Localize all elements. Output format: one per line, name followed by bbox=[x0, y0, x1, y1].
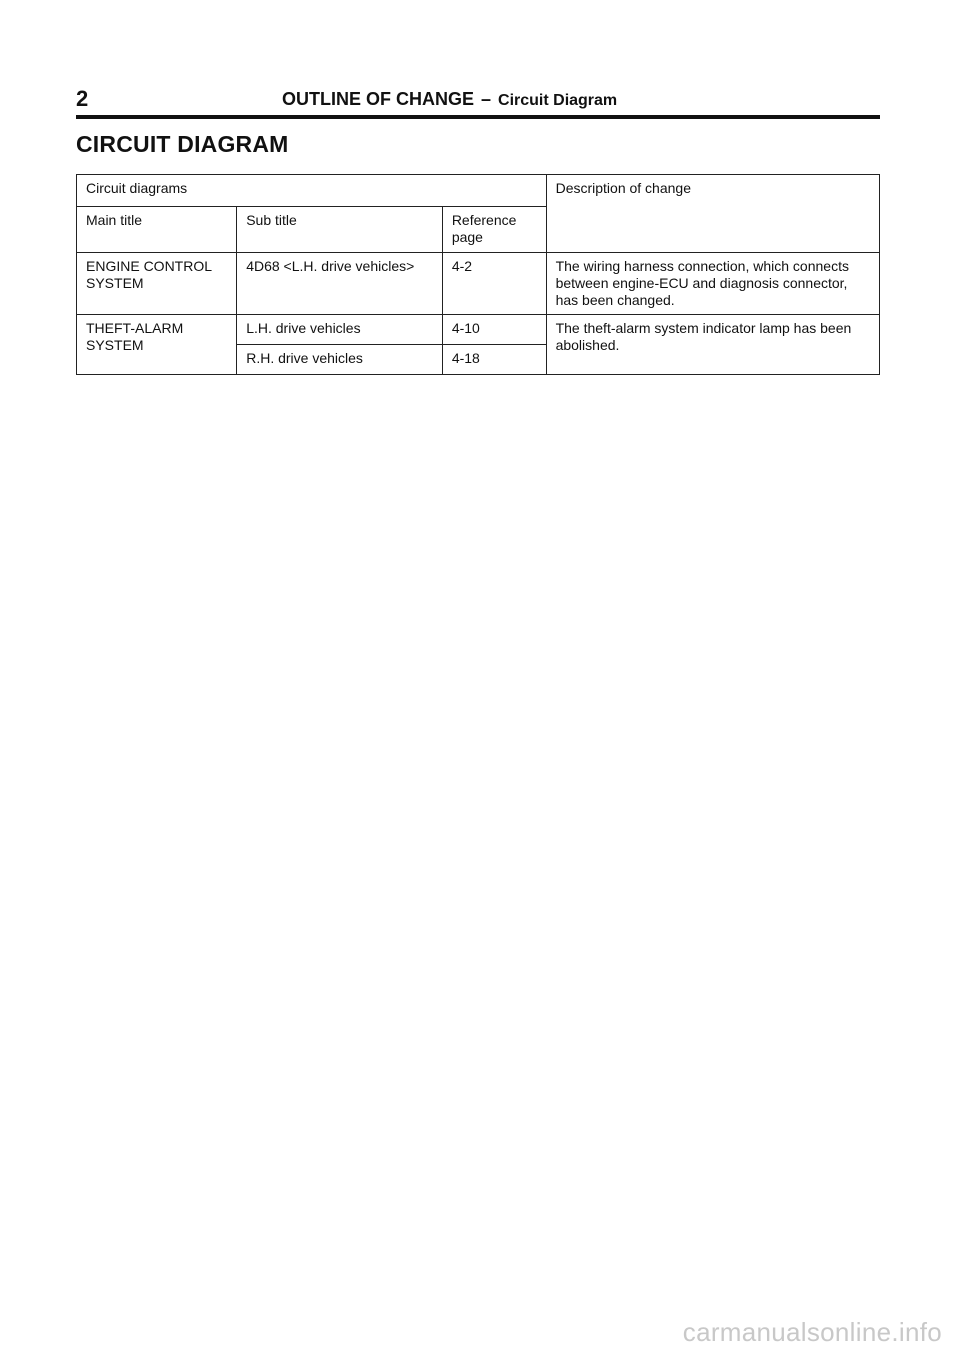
main-title-cell: THEFT-ALARM SYSTEM bbox=[77, 315, 237, 375]
sub-title-cell: R.H. drive vehicles bbox=[237, 345, 443, 375]
table-header-row bbox=[77, 175, 880, 207]
subsection-name: Circuit Diagram bbox=[498, 92, 618, 109]
page-header bbox=[76, 86, 880, 116]
title-dash: – bbox=[481, 89, 492, 109]
sub-title-cell: 4D68 <L.H. drive vehicles> bbox=[237, 253, 443, 315]
reference-page-cell: 4-2 bbox=[442, 253, 546, 315]
section-name: OUTLINE OF CHANGE bbox=[282, 89, 474, 109]
description-cell: The theft-alarm system indicator lamp has been abolished. bbox=[546, 315, 879, 375]
reference-page-cell: 4-10 bbox=[442, 315, 546, 345]
running-title bbox=[282, 89, 617, 110]
desc-header-cell: Description of change bbox=[546, 175, 879, 253]
main-title-header: Main title bbox=[77, 207, 237, 253]
section-title: CIRCUIT DIAGRAM bbox=[76, 131, 289, 157]
group-header-cell: Circuit diagrams bbox=[77, 175, 547, 207]
header-rule bbox=[76, 115, 880, 119]
reference-page-cell: 4-18 bbox=[442, 345, 546, 375]
footer-watermark: carmanualsonline.info bbox=[682, 1317, 942, 1347]
description-cell: The wiring harness connection, which connects between engine-ECU and diagnosis connector, has been changed. bbox=[546, 253, 879, 315]
page-number: 2 bbox=[76, 86, 89, 111]
table-row bbox=[77, 253, 880, 315]
change-table bbox=[76, 174, 880, 375]
table-row bbox=[77, 315, 880, 345]
main-title-cell: ENGINE CONTROL SYSTEM bbox=[77, 253, 237, 315]
sub-title-header: Sub title bbox=[237, 207, 443, 253]
sub-title-cell: L.H. drive vehicles bbox=[237, 315, 443, 345]
reference-page-header: Reference page bbox=[442, 207, 546, 253]
